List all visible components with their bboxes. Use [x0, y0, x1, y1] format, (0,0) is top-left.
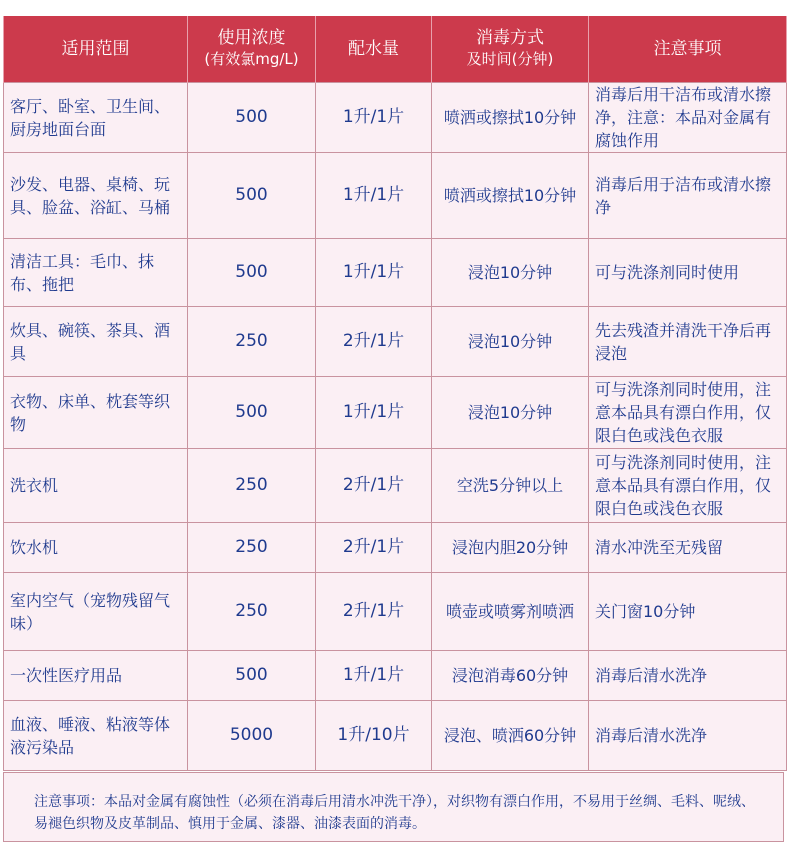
cell-method: 空洗5分钟以上: [432, 449, 589, 523]
cell-notes: 清水冲洗至无残留: [589, 523, 787, 573]
cell-water-ratio: 1升/1片: [316, 651, 432, 701]
table-row: [4, 83, 787, 153]
cell-concentration: 5000: [188, 701, 316, 771]
cell-method: 喷壶或喷雾剂喷洒: [432, 573, 589, 651]
cell-scope: 客厅、卧室、卫生间、厨房地面台面: [4, 83, 188, 153]
cell-concentration: 250: [188, 449, 316, 523]
header-row: [4, 16, 787, 83]
table-row: [4, 377, 787, 449]
cell-water-ratio: 2升/1片: [316, 449, 432, 523]
cell-scope: 清洁工具：毛巾、抹布、拖把: [4, 239, 188, 307]
table-row: [4, 239, 787, 307]
cell-scope: 饮水机: [4, 523, 188, 573]
cell-notes: 消毒后清水洗净: [589, 701, 787, 771]
usage-table: [3, 16, 787, 771]
cell-concentration: 500: [188, 651, 316, 701]
cell-concentration: 250: [188, 307, 316, 377]
cell-scope: 室内空气（宠物残留气味）: [4, 573, 188, 651]
cell-method: 浸泡10分钟: [432, 239, 589, 307]
cell-method: 浸泡10分钟: [432, 307, 589, 377]
cell-concentration: 500: [188, 153, 316, 239]
cell-water-ratio: 2升/1片: [316, 307, 432, 377]
cell-notes: 可与洗涤剂同时使用，注意本品具有漂白作用，仅限白色或浅色衣服: [589, 377, 787, 449]
header-scope: 适用范围: [4, 16, 188, 83]
cell-method: 浸泡10分钟: [432, 377, 589, 449]
header-notes: 注意事项: [589, 16, 787, 83]
table-row: [4, 651, 787, 701]
cell-notes: 关门窗10分钟: [589, 573, 787, 651]
cell-method: 浸泡、喷洒60分钟: [432, 701, 589, 771]
cell-notes: 消毒后用干洁布或清水擦净，注意：本品对金属有腐蚀作用: [589, 83, 787, 153]
header-water-ratio: 配水量: [316, 16, 432, 83]
footer-notes-box: [3, 772, 784, 842]
cell-concentration: 500: [188, 239, 316, 307]
cell-scope: 炊具、碗筷、茶具、酒具: [4, 307, 188, 377]
cell-concentration: 250: [188, 573, 316, 651]
table-row: [4, 153, 787, 239]
cell-scope: 血液、唾液、粘液等体液污染品: [4, 701, 188, 771]
cell-concentration: 500: [188, 83, 316, 153]
cell-scope: 衣物、床单、枕套等织物: [4, 377, 188, 449]
table-row: [4, 701, 787, 771]
header-concentration: 使用浓度 (有效氯mg/L): [188, 16, 316, 83]
table-row: [4, 523, 787, 573]
cell-notes: 消毒后清水洗净: [589, 651, 787, 701]
cell-notes: 消毒后用于洁布或清水擦净: [589, 153, 787, 239]
table-row: [4, 573, 787, 651]
cell-concentration: 500: [188, 377, 316, 449]
table-row: [4, 307, 787, 377]
cell-method: 浸泡消毒60分钟: [432, 651, 589, 701]
cell-water-ratio: 2升/1片: [316, 573, 432, 651]
cell-notes: 可与洗涤剂同时使用，注意本品具有漂白作用，仅限白色或浅色衣服: [589, 449, 787, 523]
cell-scope: 一次性医疗用品: [4, 651, 188, 701]
footer-note-text: 注意事项：本品对金属有腐蚀性（必须在消毒后用清水冲洗干净），对织物有漂白作用，不易用于丝绸、毛料、呢绒、易褪色织物及皮革制品、慎用于金属、漆器、油漆表面的消毒。: [34, 794, 755, 832]
cell-scope: 洗衣机: [4, 449, 188, 523]
cell-concentration: 250: [188, 523, 316, 573]
cell-water-ratio: 1升/1片: [316, 83, 432, 153]
cell-scope: 沙发、电器、桌椅、玩具、脸盆、浴缸、马桶: [4, 153, 188, 239]
cell-water-ratio: 1升/1片: [316, 153, 432, 239]
cell-notes: 先去残渣并清洗干净后再浸泡: [589, 307, 787, 377]
cell-water-ratio: 1升/1片: [316, 377, 432, 449]
table-row: [4, 449, 787, 523]
cell-method: 喷洒或擦拭10分钟: [432, 153, 589, 239]
cell-method: 浸泡内胆20分钟: [432, 523, 589, 573]
cell-water-ratio: 2升/1片: [316, 523, 432, 573]
header-method: 消毒方式 及时间(分钟): [432, 16, 589, 83]
cell-notes: 可与洗涤剂同时使用: [589, 239, 787, 307]
cell-water-ratio: 1升/1片: [316, 239, 432, 307]
cell-water-ratio: 1升/10片: [316, 701, 432, 771]
cell-method: 喷洒或擦拭10分钟: [432, 83, 589, 153]
